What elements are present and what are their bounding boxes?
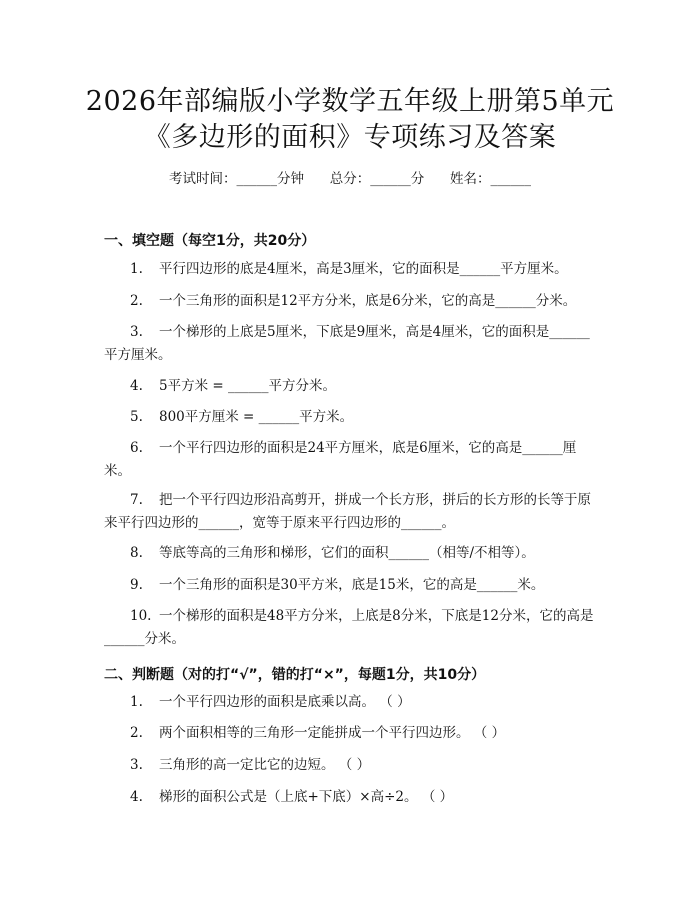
question-number: 10.	[130, 608, 152, 624]
fill-question	[104, 542, 600, 565]
question-text: 800平方厘米 = ______平方米。	[159, 409, 354, 425]
question-number: 9.	[130, 577, 143, 593]
question-number: 5.	[130, 409, 143, 425]
fill-question	[104, 258, 600, 281]
question-text: 等底等高的三角形和梯形，它们的面积______（相等/不相等）。	[159, 545, 535, 561]
question-number: 6.	[130, 440, 143, 456]
judge-question	[104, 691, 600, 714]
question-text: 一个三角形的面积是12平方分米，底是6分米，它的高是______分米。	[159, 293, 577, 309]
fill-question	[104, 375, 600, 398]
question-number: 4.	[130, 789, 143, 805]
question-text: 一个梯形的面积是48平方分米，上底是8分米，下底是12分米，它的高是______分米。	[104, 608, 594, 647]
judge-question	[104, 786, 600, 809]
fill-question	[104, 406, 600, 429]
question-number: 3.	[130, 757, 143, 773]
judge-question	[104, 722, 600, 745]
question-number: 1.	[130, 694, 143, 710]
section1-heading: 一、填空题（每空1分，共20分）	[104, 233, 316, 249]
fill-question	[104, 574, 600, 597]
fill-question	[104, 489, 600, 535]
question-text: 一个平行四边形的面积是24平方厘米，底是6厘米，它的高是______厘米。	[104, 440, 577, 479]
question-number: 3.	[130, 324, 143, 340]
document-title-line2: 《多边形的面积》专项练习及答案	[143, 122, 557, 153]
fill-question	[104, 321, 600, 367]
document-title-line1: 2026年部编版小学数学五年级上册第5单元	[85, 86, 615, 117]
section2-heading: 二、判断题（对的打“√”，错的打“×”，每题1分，共10分）	[104, 667, 486, 683]
fill-question	[104, 290, 600, 313]
question-text: 一个梯形的上底是5厘米，下底是9厘米，高是4厘米，它的面积是______平方厘米。	[104, 324, 590, 363]
question-number: 7.	[130, 492, 143, 508]
question-number: 8.	[130, 545, 143, 561]
question-text: 梯形的面积公式是（上底+下底）×高÷2。 （ ）	[159, 789, 454, 805]
fill-question	[104, 605, 600, 651]
question-text: 5平方米 = ______平方分米。	[159, 378, 336, 394]
exam-info-line: 考试时间：______分钟 总分：______分 姓名：______	[169, 171, 531, 187]
fill-question	[104, 437, 600, 483]
question-number: 1.	[130, 261, 143, 277]
question-text: 两个面积相等的三角形一定能拼成一个平行四边形。 （ ）	[159, 725, 506, 741]
question-text: 把一个平行四边形沿高剪开，拼成一个长方形，拼后的长方形的长等于原来平行四边形的______，宽等于原来平行四边形的______。	[104, 492, 591, 531]
question-number: 4.	[130, 378, 143, 394]
question-text: 平行四边形的底是4厘米，高是3厘米，它的面积是______平方厘米。	[159, 261, 568, 277]
question-text: 一个三角形的面积是30平方米，底是15米，它的高是______米。	[159, 577, 545, 593]
question-number: 2.	[130, 293, 143, 309]
question-text: 三角形的高一定比它的边短。 （ ）	[159, 757, 371, 773]
question-text: 一个平行四边形的面积是底乘以高。 （ ）	[159, 694, 411, 710]
judge-question	[104, 754, 600, 777]
question-number: 2.	[130, 725, 143, 741]
